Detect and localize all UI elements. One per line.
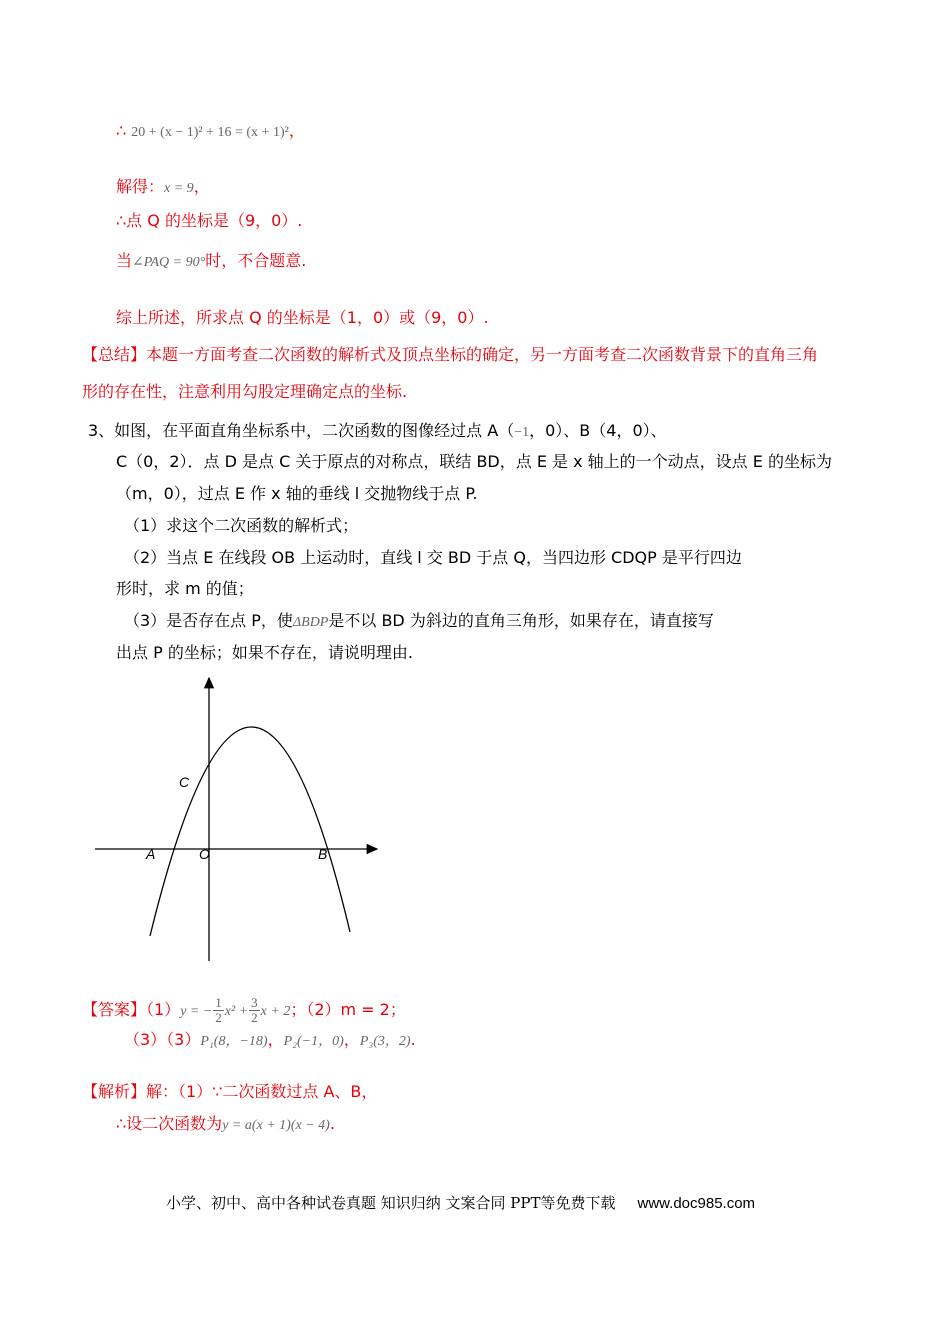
label-a: A [146, 846, 156, 862]
answer-line-2: （3）（3）P₁(8，−18)，P₂(−1，0)，P₃(3，2). [124, 1030, 416, 1049]
page-footer [166, 1192, 755, 1213]
parabola-figure [90, 670, 390, 965]
analysis-line-2: ∴设二次函数为y = a(x + 1)(x − 4). [116, 1114, 335, 1133]
angle-line: 当∠PAQ = 90°时，不合题意. [116, 251, 307, 270]
label-b: B [318, 846, 328, 862]
summary-line-2: 形的存在性，注意利用勾股定理确定点的坐标. [82, 382, 408, 401]
analysis-line-1: 【解析】解：（1）∵二次函数过点 A、B， [82, 1082, 378, 1101]
question-3-line-2: 出点 P 的坐标；如果不存在，请说明理由. [116, 643, 413, 662]
question-1: （1）求这个二次函数的解析式； [124, 516, 359, 535]
conclusion-line: 综上所述，所求点 Q 的坐标是（1，0）或（9，0）. [116, 308, 489, 327]
problem-line-1: 3、如图，在平面直角坐标系中，二次函数的图像经过点 A（−1，0）、B（4，0）、 [88, 421, 667, 440]
parabola-curve [150, 727, 350, 936]
label-c: C [179, 774, 190, 790]
question-2-line-2: 形时，求 m 的值； [116, 579, 254, 598]
problem-line-2: C（0，2）．点 D 是点 C 关于原点的对称点，联结 BD，点 E 是 x 轴上的一个动点，设点 E 的坐标为 [116, 452, 832, 471]
summary-line-1: 【总结】本题一方面考查二次函数的解析式及顶点坐标的确定，另一方面考查二次函数背景下的直角三角 [82, 345, 819, 364]
problem-line-3: （m，0），过点 E 作 x 轴的垂线 l 交抛物线于点 P. [116, 484, 478, 503]
solve-line: 解得：x = 9， [116, 177, 210, 196]
point-q-line: ∴点 Q 的坐标是（9，0）. [116, 211, 303, 230]
equation-line-1: ∴ 20 + (x − 1)² + 16 = (x + 1)²， [116, 121, 305, 140]
solve-expression: x = 9 [164, 181, 194, 196]
equation-expression: 20 + (x − 1)² + 16 = (x + 1)² [131, 125, 289, 140]
question-3-line-1: （3）是否存在点 P，使ΔBDP是不以 BD 为斜边的直角三角形，如果存在，请直接写 [124, 611, 714, 630]
footer-text: 小学、初中、高中各种试卷真题 知识归纳 文案合同 PPT等免费下载 [166, 1194, 616, 1212]
question-2-line-1: （2）当点 E 在线段 OB 上运动时，直线 l 交 BD 于点 Q，当四边形 CDQP 是平行四边 [124, 548, 742, 567]
footer-url: www.doc985.com [637, 1195, 756, 1212]
therefore-symbol: ∴ [116, 121, 127, 140]
label-o: O [199, 846, 210, 862]
answer-line-1: 【答案】（1）y = − $\frac{1}{2}$ x² + $\frac{3}{2}$ x + 2；（2）m = 2； [82, 995, 406, 1025]
angle-expression: ∠PAQ = 90° [132, 255, 206, 270]
answer-label: 【答案】（1） [82, 1000, 181, 1019]
